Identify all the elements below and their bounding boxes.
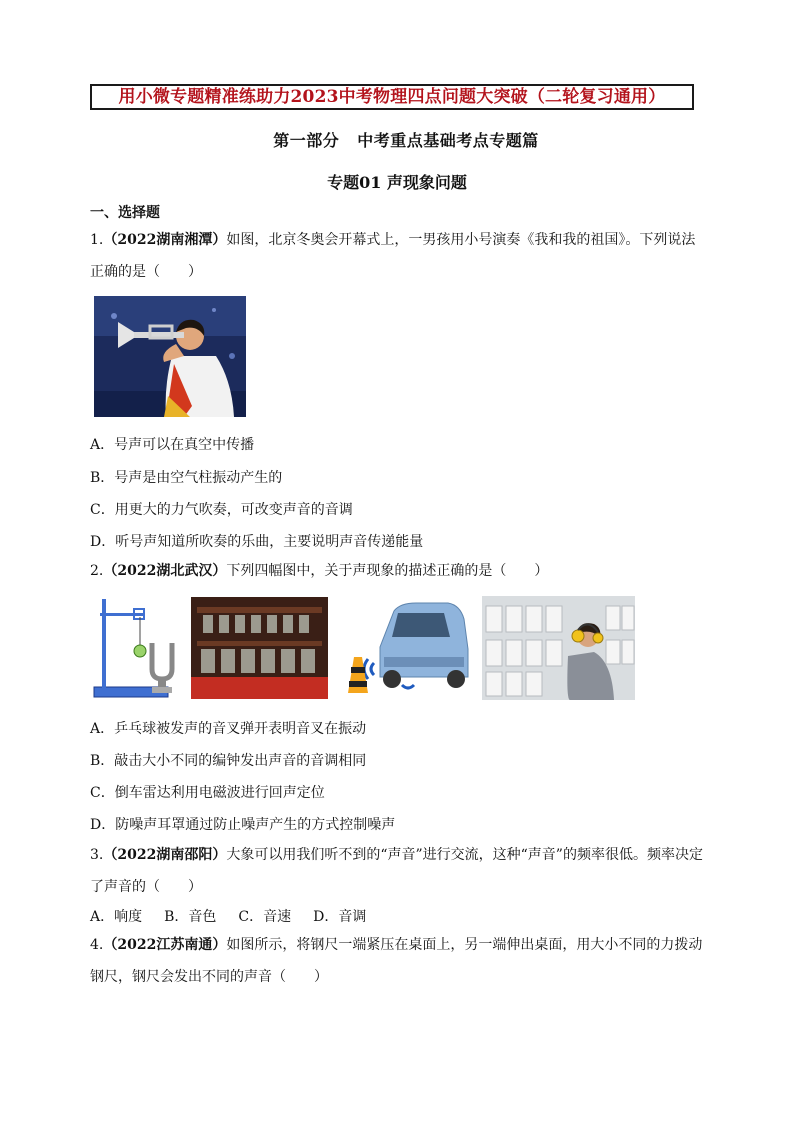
trumpet-boy-photo bbox=[94, 296, 246, 417]
question-1 bbox=[90, 224, 704, 288]
q1-option-a: A．号声可以在真空中传播 bbox=[90, 437, 255, 453]
q3-options-row bbox=[90, 906, 388, 926]
question-2 bbox=[90, 555, 704, 587]
q2-option-d: D．防噪声耳罩通过防止噪声产生的方式控制噪声 bbox=[90, 817, 396, 833]
question-source: （2022湖南湘潭） bbox=[103, 232, 227, 248]
part-title-b: 中考重点基础考点专题篇 bbox=[357, 131, 539, 150]
q1-option-b: B．号声是由空气柱振动产生的 bbox=[90, 470, 283, 486]
q3-option-a: A．响度 bbox=[90, 909, 143, 925]
tuning-fork-figure bbox=[90, 595, 186, 701]
question-number: 3. bbox=[90, 847, 104, 863]
q1-option-c: C．用更大的力气吹奏，可改变声音的音调 bbox=[90, 502, 353, 518]
question-number: 4. bbox=[90, 937, 104, 953]
q2-option-b: B．敲击大小不同的编钟发出声音的音调相同 bbox=[90, 753, 367, 769]
question-number: 1. bbox=[90, 232, 104, 248]
question-stem: 大象可以用我们听不到的“声音”进行交流，这种“声音”的频率很低。频率决定了声音的（ ） bbox=[90, 847, 703, 895]
question-stem: 下列四幅图中，关于声现象的描述正确的是（ ） bbox=[226, 563, 549, 579]
q3-option-b: B．音色 bbox=[164, 909, 217, 925]
banner-title: 用小微专题精准练助力2023中考物理四点问题大突破（二轮复习通用） bbox=[90, 84, 694, 110]
q2-option-c: C．倒车雷达利用电磁波进行回声定位 bbox=[90, 785, 325, 801]
question-source: （2022湖北武汉） bbox=[103, 563, 227, 579]
question-number: 2. bbox=[90, 563, 104, 579]
question-stem: 如图所示，将钢尺一端紧压在桌面上，另一端伸出桌面，用大小不同的力拨动钢尺，钢尺会发出不同的声音（ ） bbox=[90, 937, 703, 985]
question-source: （2022江苏南通） bbox=[103, 937, 227, 953]
q2-option-a: A．乒乓球被发声的音叉弹开表明音叉在振动 bbox=[90, 721, 367, 737]
question-stem: 如图，北京冬奥会开幕式上，一男孩用小号演奏《我和我的祖国》。下列说法正确的是（ ） bbox=[90, 232, 696, 280]
earmuff-worker-photo bbox=[482, 596, 635, 700]
topic-title: 专题01 声现象问题 bbox=[327, 173, 467, 192]
part-title-a: 第一部分 bbox=[273, 131, 340, 150]
bianzhong-bells-photo bbox=[191, 597, 328, 699]
question-3 bbox=[90, 839, 704, 903]
part-title bbox=[0, 128, 794, 151]
question-source: （2022湖南邵阳） bbox=[103, 847, 227, 863]
q1-option-d: D．听号声知道所吹奏的乐曲，主要说明声音传递能量 bbox=[90, 534, 424, 550]
question-4 bbox=[90, 929, 704, 993]
q3-option-d: D．音调 bbox=[313, 909, 367, 925]
parking-radar-car-figure bbox=[340, 597, 470, 695]
q3-option-c: C．音速 bbox=[238, 909, 292, 925]
section-label: 一、选择题 bbox=[90, 205, 160, 221]
